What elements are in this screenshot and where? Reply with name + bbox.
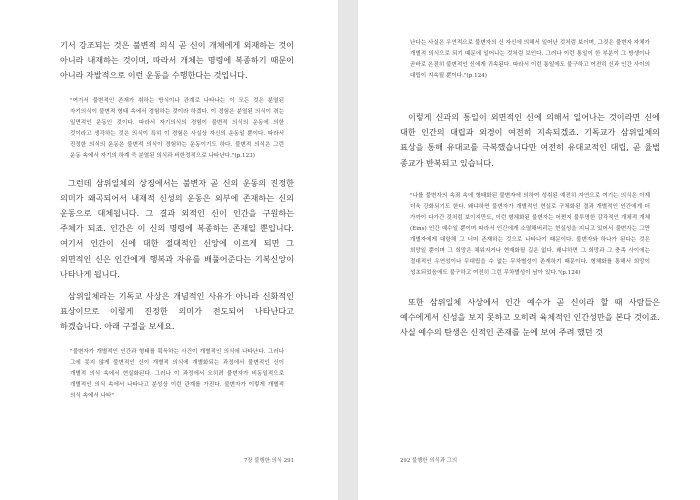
right-quote-top-text: 난다는 사실은 우연적으로 불변자의 신 자신에 의해서 일어난 것처럼 보이며, 그것은 불변자 자체가 개별적 의식으로 되기 때문에 일어나는 것처럼 보인다. 그러나 이런 통일이 한 부분이 그 방생이나 곧바로 온전히 불변적인 신에게 귀속된다. 따라서 이런 통일에도 불구하고 여전히 신과 인간 사이의 대립이 지속될 뿐이다."(p.124)	[410, 40, 650, 79]
left-paragraph-1: 기서 강조되는 것은 불변적 의식 곧 신이 개체에게 외재하는 것이 아니라 내재하는 것이며, 따라서 개체는 명령에 복종하기 때문이 아니라 자발적으로 이런 운동을 수행한다는 것입니다.	[60, 40, 294, 81]
left-block-quote-1	[60, 96, 294, 162]
right-block-quote-top	[400, 38, 660, 82]
left-page-footer: 7장 불행한 의식 291	[243, 458, 294, 464]
right-block-quote-mid	[400, 191, 660, 279]
left-page	[0, 0, 338, 500]
right-paragraph-2: 또한 삼위일체 사상에서 인간 예수가 곧 신이라 할 때 사람들은 예수에게서 신성을 보지 못하고 오히려 육체적인 인간성만을 본다 것이죠. 사실 예수의 탄생은 신적인 존재를 눈에 보여 주려 했던 것	[400, 296, 660, 338]
right-page	[358, 0, 700, 500]
right-quote-mid-text: "나를 불변자의 속죄 속에 형태화된 불변자에 의하여 성취된 예전히 자연으로 여기는 의식은 이제 더욱 강화되기도 한다. 왜냐하면 불변자가 개별적인 현실로 구체화된 결과 개별적인 인간에게 더 가까이 다가간 것처럼 보이지만도, 이런 형체화된 불변자는 어쩐지 불투명한 감각적인 개체적 개체(Eins) 인간 예수일 뿐이며 따라서 인간에게 소멸해버리는 현실성을 지니고 있어서 불변자는 그만 개별자에게 대항해 그 너머 존재하는 것으로 나타나기 때문이다. 불변자와 하나가 된다는 것은 희망일 뿐이며 그 희망은 채워지거나 현재화될 길은 없다. 왜냐하면 그 희망과 그 충족 사이에는 절대적인 우연성이나 무대립을 수 없는 무차별성이 존재하기 때문이다. 형체화를 통해서 희망이 성초되었음에도 불구하고 여전히 그런 무차별성이 남아 있다."(p.124)	[410, 192, 650, 276]
right-page-footer: 292 불행한 의식과 그의	[400, 458, 458, 464]
left-block-quote-2	[60, 347, 294, 402]
left-paragraph-2: 그런데 삼위일체의 상징에서는 불변자 곧 신의 운동의 진정한 의미가 왜곡되어서 내재적 신성의 운동은 외부에 존재하는 신의 운동으로 대체됩니다. 그 결과 외적인 신이 인간을 구원하는 주체가 되죠. 인간은 이 신의 명령에 복종하는 존재일 뿐입니다. 여기서 인간이 신에 대한 절대적인 신앙에 이르게 되면 그 외면적인 신은 인간에게 행복과 자유를 배풀어준다는 기복신앙이 나타나게 됩니다.	[60, 177, 294, 279]
left-quote-1-text: "여기서 불변적인 존재가 취하는 방식이나 관계로 나타나는 이 모든 것은 분열된 자기의식이 불변적 형태 속에서 경험하는 것이라 하겠다. 이 경험은 분열된 의식이 겪는 일면적인 운동인 것이다. 따라서 자기의식의 경험이 불변적 의식의 운동에 의한 것이라고 생각하는 것은 의식이 특히 이 경험은 사실상 자신의 운동일 뿐이다. 따라서 진정한 의식의 운동은 불변적 의식이 경험하는 운동이기도 하다. 불변적 의식은 그런 운동 속에서 자기의 하계 즉 분열된 의식과 비한정적으로 나타난다."(p.123)	[70, 97, 284, 159]
left-paragraph-3: 삼위일체라는 기독교 사상은 개념적인 사유가 아니라 신화적인 표상이므로 이렇게 진정한 의미가 전도되어 나타난다고 하겠습니다. 아래 구절을 보세요.	[60, 291, 294, 332]
right-paragraph-1: 이렇게 신과의 통일이 외면적인 신에 의해서 일어나는 것이라면 신에 대한 인간의 대립과 외경이 여전히 지속되겠죠. 기독교가 삼위일체의 표상을 통해 유대교를 극복했습니다만 여전히 유대교적인 대립, 곧 율법 종교가 반복되고 있습니다.	[400, 112, 660, 168]
left-quote-2-text: "불변자가 개별적인 인간과 형태를 획득하는 사건이 개별적인 의식에 나타난다. 그러나 그에 못지 않게 불변적인 신이 개별적 의식에 개별화되는 과정에서 불변적인 신이 개별적 의식 속에서 현실화된다. 그러나 이 과정에서 오히려 불변자가 비동일적으로 개별적인 의식 속에서 나타나고 분성상 이런 관계를 가진다. 불변자가 이렇게 개별적 의식 속에서 나타"	[70, 348, 284, 399]
book-gutter	[338, 0, 358, 500]
